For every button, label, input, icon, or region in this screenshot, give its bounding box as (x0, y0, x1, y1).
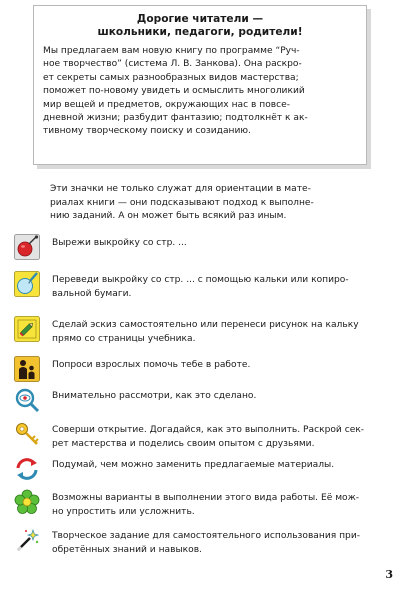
legend-text (52, 274, 387, 301)
legend-text-line: Переведи выкройку со стр. ... с помощью кальки или копиро- (52, 275, 349, 285)
intro-text-line: дневной жизни; разбудит фантазию; подтолкнёт к ак- (43, 113, 308, 124)
legend-text (52, 237, 387, 251)
intro-text-line: ное творчество” (система Л. В. Занкова). Она раскро- (43, 59, 302, 70)
magnifier-eye-icon (14, 387, 40, 413)
lead-line: Эти значки не только служат для ориентации в мате- (50, 184, 311, 194)
legend-text-line: Вырежи выкройку со стр. ... (52, 238, 187, 248)
intro-title-line: Дорогие читатели — (136, 13, 264, 25)
legend-text-line: прямо со страницы учебника. (52, 333, 196, 344)
legend-text-line: Подумай, чем можно заменить предлагаемые материалы. (52, 460, 335, 470)
lead-line: нию заданий. А он может быть всякий раз иным. (50, 211, 287, 222)
legend-text (52, 530, 387, 557)
flower-icon (14, 489, 40, 515)
legend-text (52, 319, 387, 346)
legend-text (52, 492, 387, 519)
intro-text-line: Мы предлагаем вам новую книгу по программе “Руч- (43, 46, 300, 56)
intro-text-line: поможет по-новому увидеть и осмыслить многоликий (43, 86, 305, 97)
page-number: 3 (385, 568, 393, 581)
legend-text (52, 424, 387, 451)
scissors-pin-icon (14, 234, 40, 260)
legend-text-line: Внимательно рассмотри, как это сделано. (52, 391, 257, 401)
intro-text-line: мир вещей и предметов, окружающих нас в повсе- (43, 99, 290, 110)
legend-text-line: Сделай эскиз самостоятельно или перенеси рисунок на кальку (52, 320, 359, 330)
legend-text-line: но упростить или усложнить. (52, 506, 195, 517)
lead-line: риалах книги — они подсказывают подход к выполне- (50, 197, 314, 208)
intro-text-line: тивному творческому поиску и созиданию. (43, 126, 251, 137)
legend-text-line: Соверши открытие. Догадайся, как это выполнить. Раскрой сек- (52, 425, 365, 435)
magic-wand-icon (14, 527, 40, 553)
intro-text-line: ет секреты самых разнообразных видов мастерства; (43, 72, 299, 83)
legend-text-line: Творческое задание для самостоятельного использования при- (52, 531, 361, 541)
legend-text (52, 459, 387, 473)
pencil-tracing-icon (14, 271, 40, 297)
legend-text-line: рет мастерства и поделись своим опытом с друзьями. (52, 438, 315, 449)
legend-text-line: Попроси взрослых помочь тебе в работе. (52, 360, 251, 370)
legend-text-line: обретённых знаний и навыков. (52, 544, 202, 555)
legend-text (52, 390, 387, 404)
intro-title-line: школьники, педагоги, родители! (97, 26, 303, 38)
pencil-sketch-icon (14, 316, 40, 342)
key-icon (14, 421, 40, 447)
legend-text-line: Возможны варианты в выполнении этого вида работы. Её мож- (52, 493, 360, 503)
legend-text-line: вальной бумаги. (52, 288, 132, 299)
legend-text (52, 359, 387, 373)
adult-child-icon (14, 356, 40, 382)
replace-arrows-icon (14, 456, 40, 482)
